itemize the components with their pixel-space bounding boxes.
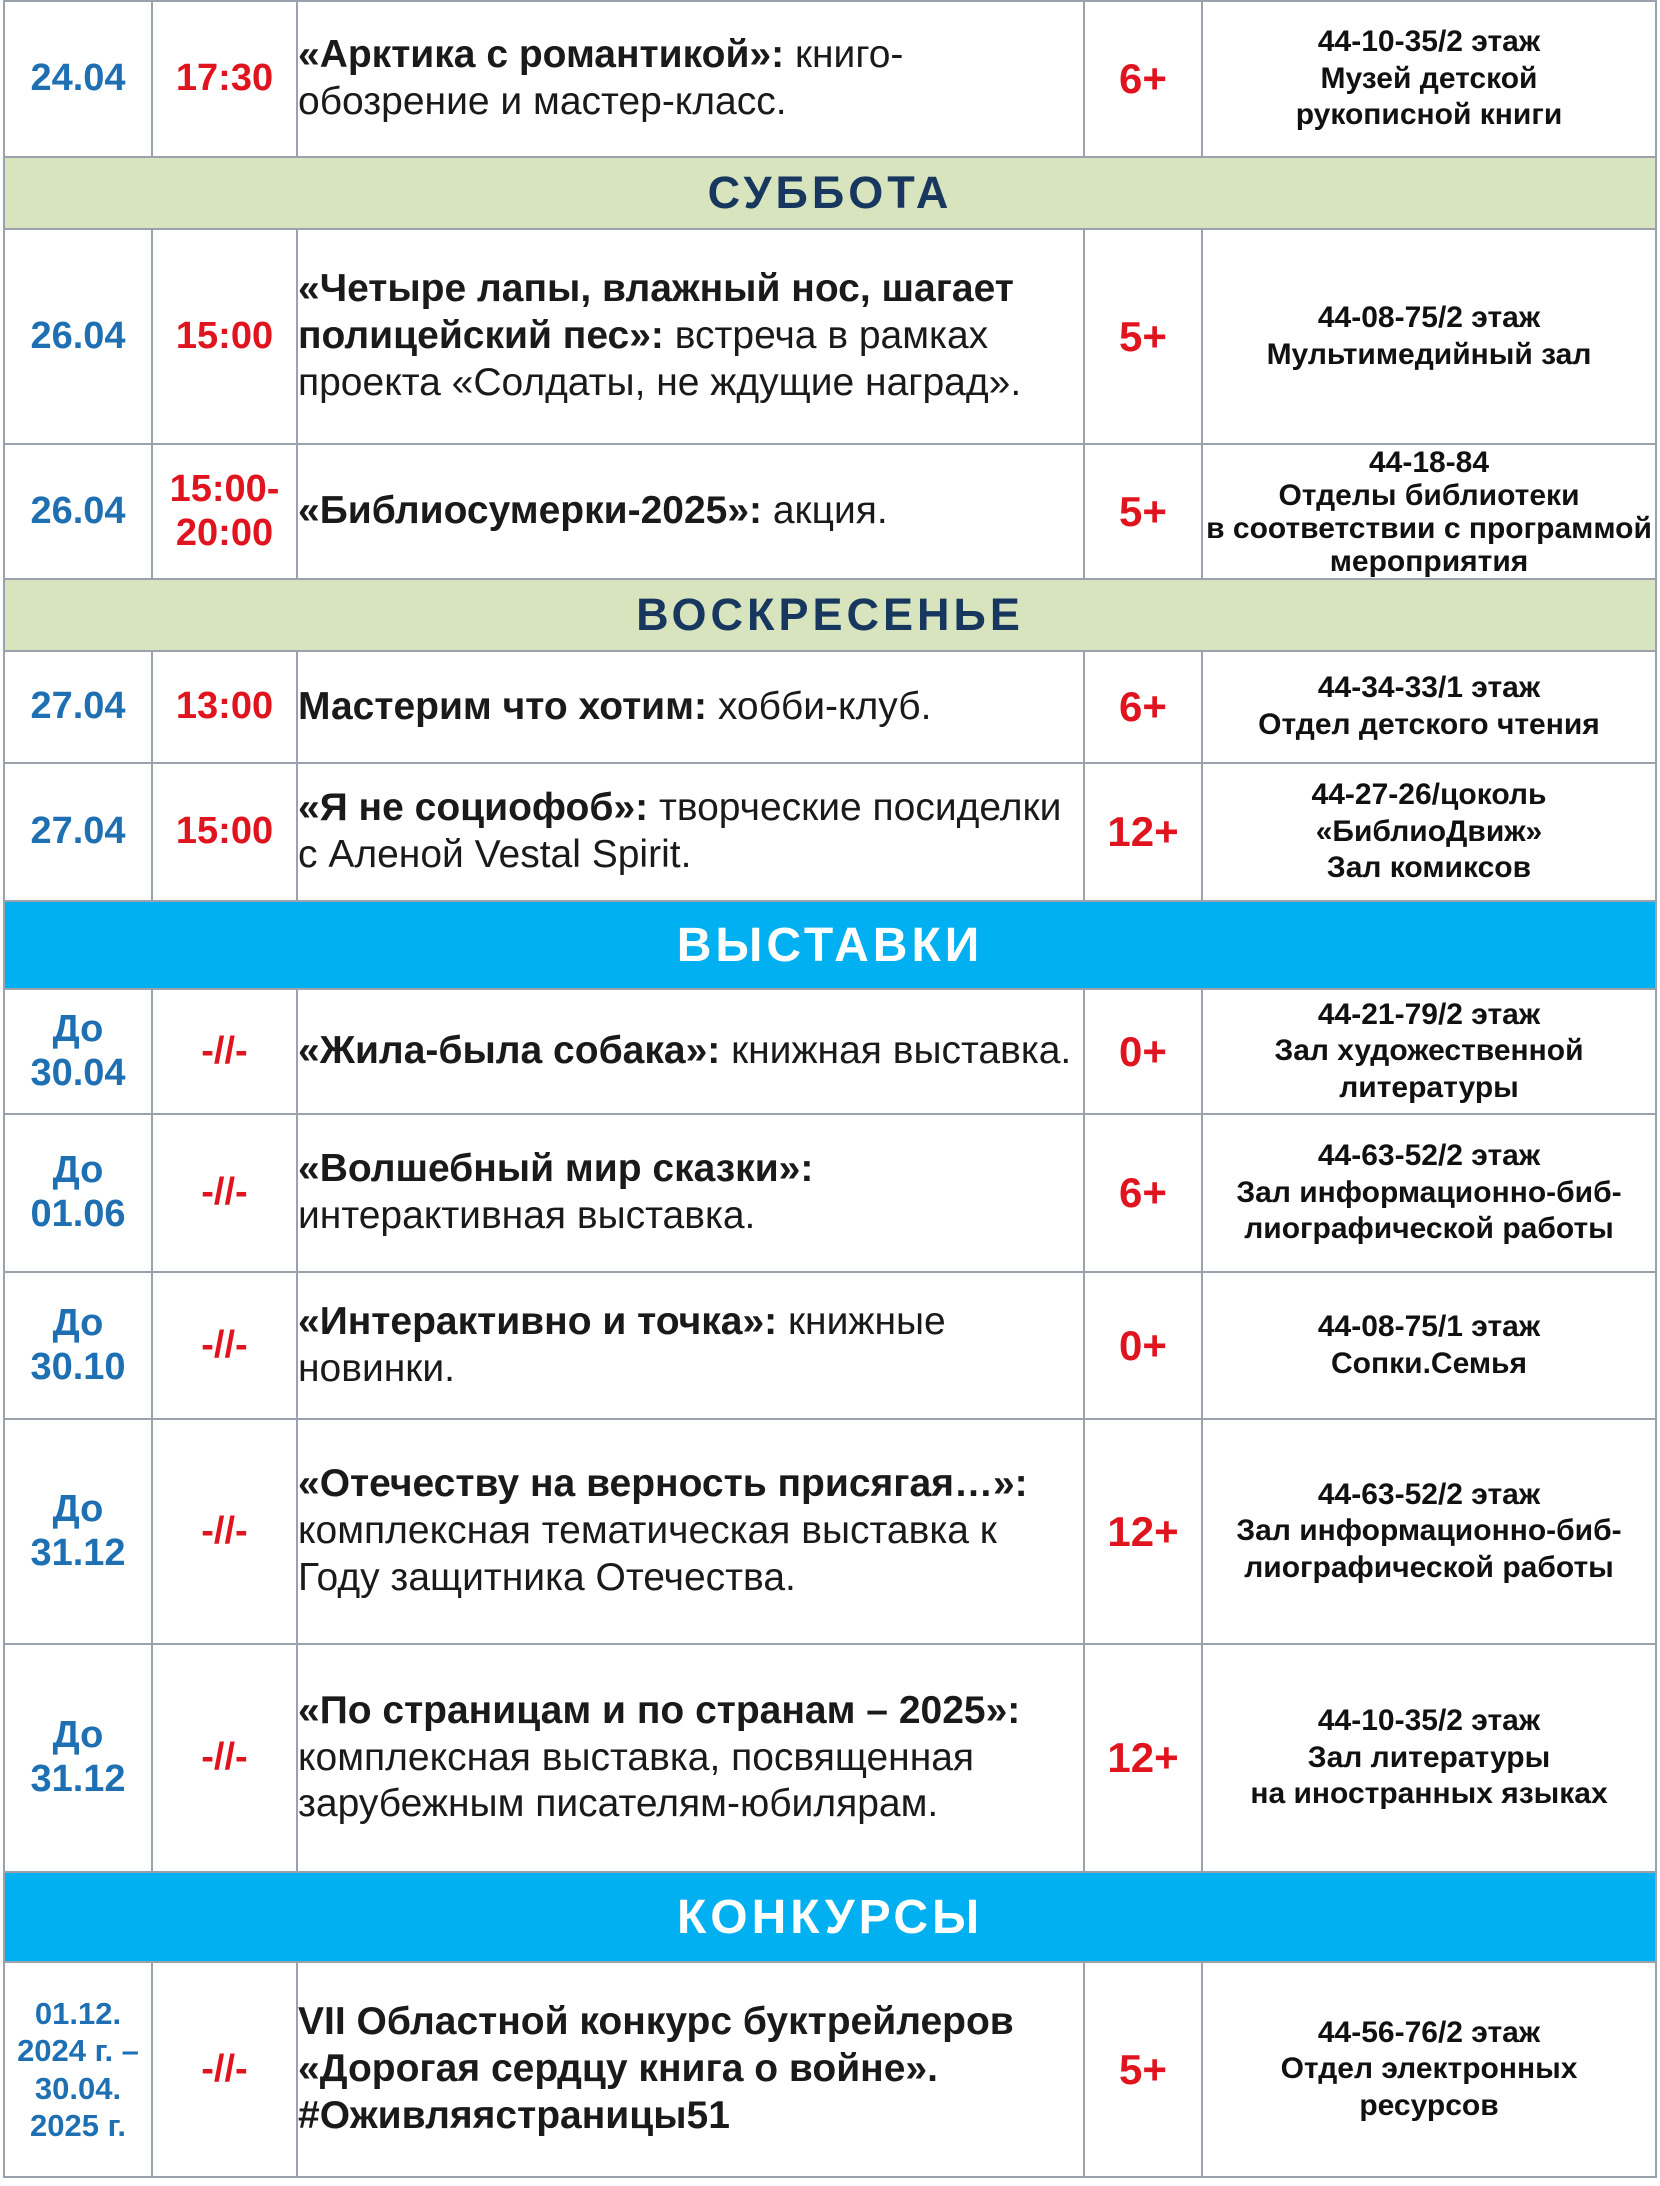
location-line: на иностранных языках (1250, 1777, 1608, 1811)
location-phone: 44-21-79/2 этаж (1317, 997, 1541, 1031)
event-date: До 01.06 (4, 1114, 152, 1272)
age-rating: 5+ (1084, 229, 1202, 444)
event-details: книго-обозрение и мастер-класс. (298, 33, 904, 123)
event-title: Мастерим что хотим: (298, 684, 707, 728)
age-rating: 12+ (1084, 763, 1202, 901)
section-header-exhibitions: ВЫСТАВКИ (4, 901, 1656, 989)
age-rating: 12+ (1084, 1419, 1202, 1644)
event-date: До 31.12 (4, 1419, 152, 1644)
event-details: творческие посиделки с Аленой Vestal Spirit. (298, 786, 1062, 876)
event-title: «Жила-была собака»: (298, 1029, 721, 1073)
event-location (1202, 444, 1656, 579)
event-date: До 31.12 (4, 1644, 152, 1872)
event-details: хобби-клуб. (707, 684, 932, 728)
event-description (297, 1962, 1084, 2177)
event-description (297, 229, 1084, 444)
event-description (297, 763, 1084, 901)
location-line: ресурсов (1359, 2088, 1499, 2122)
day-header: ВОСКРЕСЕНЬЕ (4, 579, 1656, 651)
day-header-row (4, 579, 1656, 651)
event-row (4, 229, 1656, 444)
age-rating: 6+ (1084, 1, 1202, 157)
event-description (297, 651, 1084, 763)
location-phone: 44-63-52/2 этаж (1317, 1477, 1541, 1511)
location-line: в соответствии с программой (1206, 511, 1652, 545)
event-time: -//- (152, 989, 297, 1114)
event-date: 26.04 (4, 444, 152, 579)
location-phone: 44-10-35/2 этаж (1317, 25, 1541, 59)
event-time: 13:00 (152, 651, 297, 763)
event-row (4, 651, 1656, 763)
location-line: лиографической работы (1244, 1212, 1614, 1246)
event-location (1202, 1, 1656, 157)
event-location (1202, 1272, 1656, 1419)
event-location (1202, 651, 1656, 763)
event-description (297, 1, 1084, 157)
event-location (1202, 229, 1656, 444)
location-line: Зал информационно-биб- (1236, 1514, 1622, 1548)
section-header-row (4, 901, 1656, 989)
location-phone: 44-63-52/2 этаж (1317, 1139, 1541, 1173)
location-line: Отделы библиотеки (1278, 478, 1580, 512)
event-title: «Арктика с романтикой»: (298, 33, 785, 77)
age-rating: 0+ (1084, 989, 1202, 1114)
location-line: литературы (1339, 1070, 1519, 1104)
event-details: встреча в рамках проекта «Солдаты, не ждущие наград». (298, 314, 1022, 404)
event-details: книжная выставка. (720, 1029, 1072, 1073)
event-description (297, 1419, 1084, 1644)
event-title: «По страницам и по странам – 2025»: (298, 1688, 1021, 1732)
event-title: «Интерактивно и точка»: (298, 1299, 778, 1343)
event-details: интерактивная выставка. (298, 1194, 756, 1237)
location-line: Отдел детского чтения (1258, 708, 1600, 741)
event-time: -//- (152, 1114, 297, 1272)
day-header-row (4, 157, 1656, 229)
location-phone: 44-08-75/1 этаж (1317, 1309, 1541, 1343)
event-description (297, 444, 1084, 579)
event-details: книжные новинки. (298, 1299, 946, 1390)
event-row (4, 1, 1656, 157)
event-title: «Отечеству на верность присягая…»: (298, 1462, 1028, 1506)
event-row (4, 1114, 1656, 1272)
location-line: Сопки.Семья (1331, 1346, 1527, 1380)
event-location (1202, 1644, 1656, 1872)
day-header: СУББОТА (4, 157, 1656, 229)
event-date: 27.04 (4, 763, 152, 901)
event-details: комплексная выставка, посвященная зарубежным писателям-юбилярам. (298, 1735, 975, 1826)
location-line: Мультимедийный зал (1266, 337, 1592, 371)
event-description (297, 1644, 1084, 1872)
event-row (4, 444, 1656, 579)
event-time: -//- (152, 1272, 297, 1419)
event-row (4, 1419, 1656, 1644)
event-date: 24.04 (4, 1, 152, 157)
event-date: 27.04 (4, 651, 152, 763)
event-details: акция. (762, 489, 888, 533)
event-row (4, 989, 1656, 1114)
event-time: -//- (152, 1644, 297, 1872)
event-description (297, 1114, 1084, 1272)
event-time: 17:30 (152, 1, 297, 157)
section-header-contests: КОНКУРСЫ (4, 1872, 1656, 1962)
event-time: 15:00 (152, 763, 297, 901)
event-title: «Четыре лапы, влажный нос, шагает полицейский пес»: (298, 267, 1014, 358)
location-line: «БиблиоДвиж» (1315, 814, 1543, 848)
event-row (4, 1272, 1656, 1419)
events-schedule-table (3, 0, 1657, 2178)
event-location (1202, 989, 1656, 1114)
location-line: Зал информационно-биб- (1236, 1175, 1622, 1209)
location-phone: 44-08-75/2 этаж (1317, 300, 1541, 334)
location-phone: 44-10-35/2 этаж (1317, 1704, 1541, 1738)
event-title: «Волшебный мир сказки»: (298, 1147, 814, 1191)
location-line: мероприятия (1329, 544, 1529, 578)
age-rating: 5+ (1084, 444, 1202, 579)
event-date: До 30.10 (4, 1272, 152, 1419)
location-line: Зал комиксов (1326, 851, 1532, 885)
event-location (1202, 1114, 1656, 1272)
event-time: -//- (152, 1419, 297, 1644)
age-rating: 12+ (1084, 1644, 1202, 1872)
location-line: лиографической работы (1244, 1550, 1614, 1584)
event-description (297, 989, 1084, 1114)
event-details: комплексная тематическая выставка к Году защитника Отечества. (298, 1509, 997, 1599)
location-line: рукописной книги (1295, 98, 1563, 132)
event-title: «Библиосумерки-2025»: (298, 489, 763, 533)
location-line: Зал художественной (1274, 1034, 1584, 1068)
event-time: 15:00 (152, 229, 297, 444)
event-row (4, 1962, 1656, 2177)
event-time: 15:00-20:00 (152, 444, 297, 579)
location-line: Отдел электронных (1280, 2052, 1578, 2086)
location-line: Зал литературы (1307, 1740, 1551, 1774)
age-rating: 6+ (1084, 1114, 1202, 1272)
section-header-row (4, 1872, 1656, 1962)
event-date: 01.12. 2024 г. – 30.04. 2025 г. (4, 1962, 152, 2177)
age-rating: 6+ (1084, 651, 1202, 763)
location-phone: 44-34-33/1 этаж (1317, 671, 1541, 705)
event-row (4, 763, 1656, 901)
event-title: «Я не социофоб»: (298, 786, 649, 830)
event-location (1202, 1962, 1656, 2177)
event-date: До 30.04 (4, 989, 152, 1114)
age-rating: 5+ (1084, 1962, 1202, 2177)
event-row (4, 1644, 1656, 1872)
age-rating: 0+ (1084, 1272, 1202, 1419)
location-line: Музей детской (1320, 61, 1538, 95)
event-location (1202, 1419, 1656, 1644)
location-phone: 44-56-76/2 этаж (1317, 2015, 1541, 2049)
event-date: 26.04 (4, 229, 152, 444)
event-title: VII Областной конкурс буктрейлеров «Дорогая сердцу книга о войне». #Оживляястраницы51 (298, 2000, 1014, 2137)
event-time: -//- (152, 1962, 297, 2177)
event-location (1202, 763, 1656, 901)
location-phone: 44-27-26/цоколь (1311, 778, 1547, 812)
location-phone: 44-18-84 (1368, 445, 1490, 479)
event-description (297, 1272, 1084, 1419)
